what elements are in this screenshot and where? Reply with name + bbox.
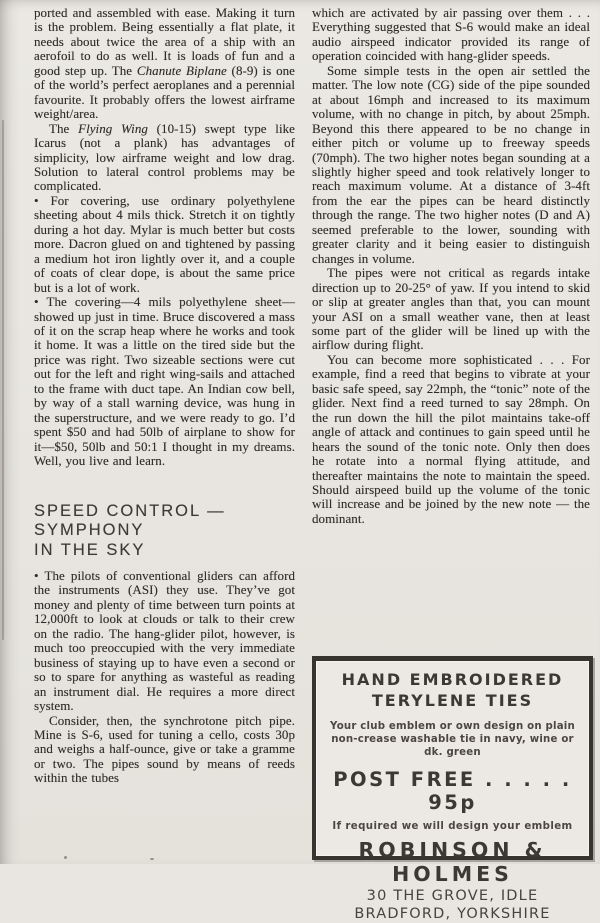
scan-edge-artifact: [2, 120, 4, 640]
paragraph: • For covering, use ordinary polyethylene sheeting about 4 mils thick. Stretch it on tightly during a hot day. Mylar is much better but costs more. Dacron glued on and tightened by passing a medium hot iron lightly over it, and a couple of coats of clear dope, is about the same price but is a lot of work.: [34, 192, 295, 295]
paragraph: • The pilots of conventional gliders can afford the instruments (ASI) they use. They’ve got money and plenty of time between turn points at 12,000ft to look at clouds or talk to their crew on the radio. The hang-glider pilot, however, is much too preoccupied with the very immediate business of staying up to have even a second or so to spare for anything as wasteful as reading an instrument dial. He requires a more direct system.: [34, 568, 295, 714]
ad-body-line2: non-crease washable tie in navy, wine or dk. green: [331, 734, 574, 758]
column-right-text: [312, 6, 590, 526]
ad-body-line1: Your club emblem or own design on plain: [330, 721, 575, 732]
ad-address-line1: 30 THE GROVE, IDLE: [366, 888, 539, 904]
paragraph: Consider, then, the synchrotone pitch pipe. Mine is S-6, used for tuning a cello, costs 30p and weighs a half-ounce, give or take a gramme or two. The pipes sound by means of reeds within the tubes: [34, 712, 295, 786]
ad-box: [312, 656, 593, 922]
paragraph: The Flying Wing (10-15) swept type like Icarus (not a plank) has advantages of simplicity, low airframe weight and low drag. Solution to lateral control problems may be complicated.: [34, 120, 295, 194]
ad-price-line: POST FREE . . . . . 95p: [333, 768, 572, 814]
column-left-text: [34, 6, 295, 786]
section-heading: SPEED CONTROL — SYMPHONY IN THE SKY: [34, 501, 226, 559]
paragraph: The pipes were not critical as regards intake direction up to 20-25° of yaw. If you intend to skid or slip at greater angles than that, you can mount your ASI on a small weather vane, then at least some part of the glider will be lined up with the airflow during flight.: [312, 265, 590, 353]
scan-smudge: [64, 856, 67, 859]
ad-title-line2: TERYLENE TIES: [371, 690, 534, 710]
ad-title: [322, 670, 583, 711]
paragraph: ported and assembled with ease. Making it turn is the problem. Being essentially a flat plate, it needs about twice the area of a ship with an aerofoil to do as well. It is loads of fun and a good step up. The Chanute Biplane (8-9) is one of the world’s perfect aeroplanes and a perennial favourite. It probably offers the lowest airframe weight/area.: [34, 5, 295, 122]
paragraph: Some simple tests in the open air settled the matter. The low note (CG) side of the pipe sounded at about 16mph and increased to its maximum volume, with no change in pitch, by about 25mph. Beyond this there appeared to be no change in either pitch or volume up to freeway speeds (70mph). The two higher notes began sounding at a slightly higher speed and took relatively longer to reach maximum volume. At a distance of 3-4ft from the ear the pipes can be heard distinctly through the range. The two higher notes (D and A) seemed preferable to the lower, sounding with greater clarity and it being easier to distinguish changes in volume.: [312, 62, 590, 266]
column-left: [34, 6, 295, 864]
scan-smudge: [150, 858, 154, 860]
ad-title-line1: HAND EMBROIDERED: [341, 670, 564, 689]
ad-address: [322, 887, 583, 923]
paragraph: which are activated by air passing over them . . . Everything suggested that S-6 would make an ideal audio airspeed indicator provided its range of operation coincided with hang-glider speeds.: [312, 6, 590, 64]
ad-address-line2: BRADFORD, YORKSHIRE: [354, 906, 551, 922]
ad-body-text: [322, 720, 583, 759]
paragraph: • The covering—4 mils polyethylene sheet—showed up just in time. Bruce discovered a mass of it on the scrap heap where he works and took it home. It was a little on the tired side but the price was right. Two sizeable sections were cut out for the left and right wing-sails and attached to the frame with duct tape. An Indian cow bell, by way of a stall warning device, was hung in the superstructure, and we were ready to go. I’d spent $50 and had 50lb of airplane to show for it—$50, 50lb and 50:1 I thought in my dreams. Well, you live and learn.: [34, 294, 295, 469]
ad-company-name: ROBINSON & HOLMES: [358, 838, 547, 886]
ad-note: If required we will design your emblem: [332, 821, 573, 832]
paragraph: You can become more sophisticated . . . For example, find a reed that begins to vibrate at your basic safe speed, say 22mph, the “tonic” note of the glider. Next find a reed turned to say 28mph. On the run down the hill the pilot maintains take-off angle of attack and continues to gain speed until he hears the sound of the tonic note. Only then does he rotate into a normal flying attitude, and thereafter maintains the note to maintain the speed. Should airspeed build up the volume of the tonic will increase and be joined by the new note — the dominant.: [312, 351, 590, 526]
